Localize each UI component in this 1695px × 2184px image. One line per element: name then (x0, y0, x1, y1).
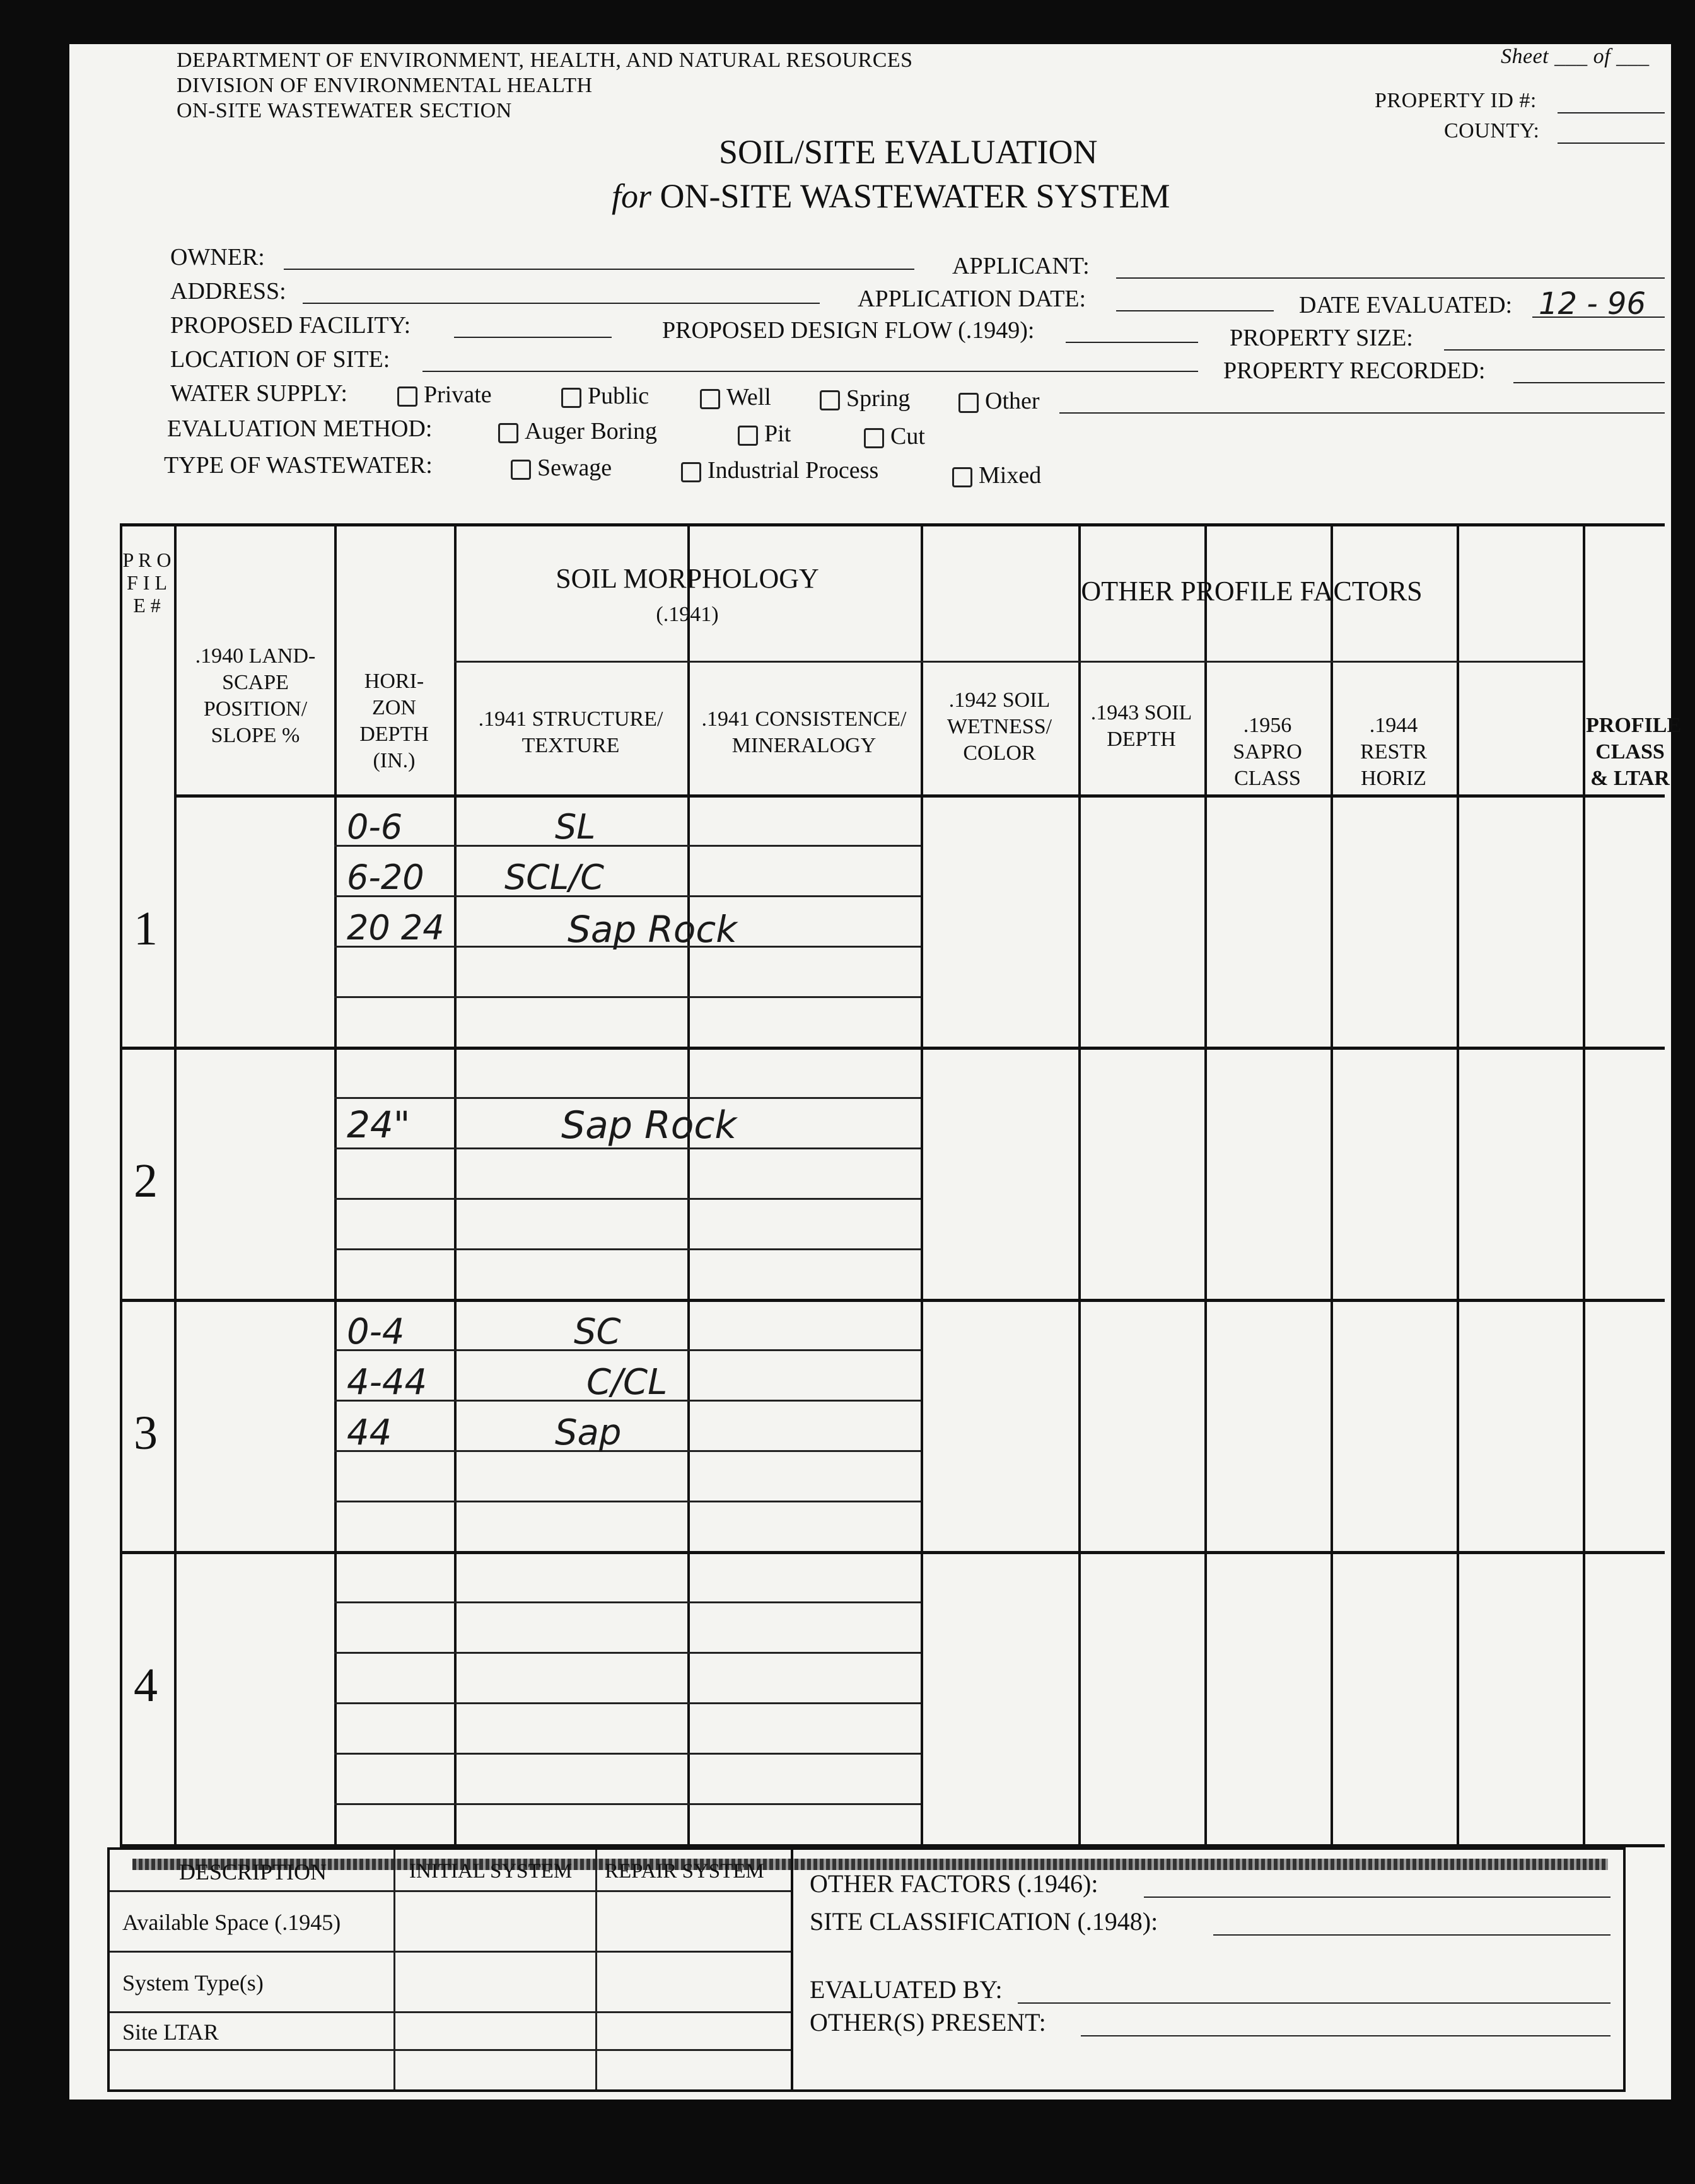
profile-class-header: PROFILE CLASS & LTAR (1586, 714, 1682, 790)
others-present-label: OTHER(S) PRESENT: (810, 2008, 1046, 2036)
location-label: LOCATION OF SITE: (170, 346, 390, 373)
water-supply-well[interactable]: Well (700, 383, 771, 411)
date-evaluated-line[interactable] (1532, 317, 1665, 318)
evaluated-by-label: EVALUATED BY: (810, 1975, 1003, 2004)
others-present-line[interactable] (1081, 2035, 1611, 2036)
profile-2-texture-1: Sap Rock (561, 1103, 737, 1147)
proposed-facility-line[interactable] (454, 337, 612, 338)
profile-3-depth-1: 0-4 (347, 1311, 405, 1352)
checkbox-icon[interactable] (511, 460, 531, 480)
checkbox-icon[interactable] (952, 467, 972, 487)
profile-4-number: 4 (134, 1659, 158, 1712)
method-cut[interactable]: Cut (864, 422, 925, 450)
other-profile-factors-header: OTHER PROFILE FACTORS (1081, 576, 1423, 607)
subtitle-for: for (612, 177, 652, 215)
checkbox-icon[interactable] (864, 428, 884, 448)
soil-profile-table (120, 523, 1682, 1847)
checkbox-icon[interactable] (397, 386, 417, 407)
checkbox-icon[interactable] (561, 388, 581, 408)
site-ltar-row: Site LTAR (122, 2019, 219, 2045)
system-summary-box (107, 1847, 1626, 2092)
profile-3-texture-1: SC (574, 1311, 621, 1352)
restr-horiz-header: .1944 RESTR HORIZ (1360, 714, 1427, 790)
division-name: DIVISION OF ENVIRONMENTAL HEALTH (177, 74, 593, 97)
water-supply-public[interactable]: Public (561, 382, 649, 410)
checkbox-icon[interactable] (700, 389, 720, 409)
form-subtitle (612, 177, 1170, 216)
method-pit[interactable]: Pit (738, 420, 791, 448)
wastewater-type-label: TYPE OF WASTEWATER: (164, 452, 433, 479)
profile-1-texture-2: SCL/C (504, 857, 604, 897)
landscape-header: .1940 LAND- SCAPE POSITION/ SLOPE % (195, 644, 316, 747)
system-types-row: System Type(s) (122, 1970, 264, 1995)
applicant-line[interactable] (1116, 277, 1665, 279)
profile-3-depth-2: 4-44 (347, 1362, 428, 1403)
subtitle-rest: ON-SITE WASTEWATER SYSTEM (660, 177, 1170, 215)
site-classification-label: SITE CLASSIFICATION (.1948): (810, 1907, 1158, 1936)
soil-morphology-header: SOIL MORPHOLOGY (556, 563, 819, 594)
property-recorded-line[interactable] (1513, 382, 1665, 383)
checkbox-icon[interactable] (958, 393, 979, 413)
structure-texture-header: .1941 STRUCTURE/ TEXTURE (478, 707, 663, 757)
repair-system-header: REPAIR SYSTEM (605, 1860, 764, 1883)
profile-1-depth-2: 6-20 (347, 857, 424, 897)
soil-morphology-code: (.1941) (656, 603, 719, 626)
form-title: SOIL/SITE EVALUATION (719, 133, 1098, 171)
applicant-label: APPLICANT: (952, 253, 1090, 279)
wastewater-mixed[interactable]: Mixed (952, 462, 1041, 489)
profile-3-texture-3: Sap (555, 1412, 622, 1453)
wastewater-sewage[interactable]: Sewage (511, 454, 612, 482)
profile-2-depth-1: 24" (347, 1103, 411, 1146)
available-space-row: Available Space (.1945) (122, 1910, 341, 1935)
proposed-facility-label: PROPOSED FACILITY: (170, 312, 411, 339)
date-evaluated-value: 12 - 96 (1539, 286, 1646, 322)
checkbox-icon[interactable] (681, 462, 701, 482)
address-line[interactable] (303, 303, 820, 304)
evaluation-method-label: EVALUATION METHOD: (167, 415, 433, 442)
property-size-line[interactable] (1444, 349, 1665, 351)
department-name: DEPARTMENT OF ENVIRONMENT, HEALTH, AND NATURAL RESOURCES (177, 49, 913, 72)
profile-1-texture-3: Sap Rock (568, 908, 737, 951)
form-page (69, 44, 1682, 2100)
water-supply-label: WATER SUPPLY: (170, 380, 347, 407)
property-id-label: PROPERTY ID #: (1375, 89, 1537, 112)
site-classification-line[interactable] (1213, 1934, 1611, 1936)
profile-3-number: 3 (134, 1407, 158, 1460)
profile-1-depth-1: 0-6 (347, 807, 403, 847)
date-evaluated-label: DATE EVALUATED: (1299, 292, 1513, 318)
proposed-design-flow-label: PROPOSED DESIGN FLOW (.1949): (662, 317, 1035, 344)
checkbox-icon[interactable] (738, 426, 758, 446)
soil-depth-header: .1943 SOIL DEPTH (1090, 701, 1192, 751)
profile-1-texture-1: SL (555, 807, 596, 847)
address-label: ADDRESS: (170, 278, 286, 305)
owner-line[interactable] (284, 269, 914, 270)
application-date-line[interactable] (1116, 310, 1274, 311)
description-header: DESCRIPTION (179, 1859, 327, 1885)
proposed-design-flow-line[interactable] (1066, 342, 1198, 343)
county-label: COUNTY: (1444, 119, 1540, 142)
owner-label: OWNER: (170, 244, 265, 270)
application-date-label: APPLICATION DATE: (858, 286, 1086, 312)
property-recorded-label: PROPERTY RECORDED: (1223, 357, 1486, 384)
profile-1-depth-3: 20 24 (347, 908, 445, 948)
property-id-line[interactable] (1558, 112, 1665, 113)
property-size-label: PROPERTY SIZE: (1230, 325, 1413, 351)
method-auger-boring[interactable]: Auger Boring (498, 417, 657, 445)
sapro-class-header: .1956 SAPRO CLASS (1233, 714, 1302, 790)
profile-number-header: P R O F I L E # (122, 549, 172, 617)
other-factors-line[interactable] (1144, 1896, 1611, 1898)
evaluated-by-line[interactable] (1018, 2002, 1611, 2004)
county-line[interactable] (1558, 142, 1665, 144)
water-supply-spring[interactable]: Spring (820, 385, 910, 412)
checkbox-icon[interactable] (820, 390, 840, 410)
profile-2-number: 2 (134, 1154, 158, 1207)
section-name: ON-SITE WASTEWATER SECTION (177, 99, 512, 122)
horizon-depth-header: HORI- ZON DEPTH (IN.) (359, 670, 429, 772)
water-supply-private[interactable]: Private (397, 381, 492, 409)
profile-3-texture-2: C/CL (586, 1362, 668, 1403)
location-line[interactable] (422, 371, 1198, 372)
wastewater-industrial[interactable]: Industrial Process (681, 456, 878, 484)
initial-system-header: INITIAL SYSTEM (409, 1860, 573, 1883)
consistence-mineralogy-header: .1941 CONSISTENCE/ MINERALOGY (701, 707, 907, 757)
other-factors-label: OTHER FACTORS (.1946): (810, 1869, 1098, 1898)
profile-3-depth-3: 44 (347, 1412, 392, 1453)
checkbox-icon[interactable] (498, 423, 518, 443)
water-supply-other[interactable]: Other (958, 387, 1040, 415)
profile-1-number: 1 (134, 902, 158, 955)
other-line[interactable] (1059, 412, 1665, 414)
sheet-label: Sheet ___ of ___ (1501, 45, 1650, 68)
soil-wetness-header: .1942 SOIL WETNESS/ COLOR (947, 688, 1052, 765)
